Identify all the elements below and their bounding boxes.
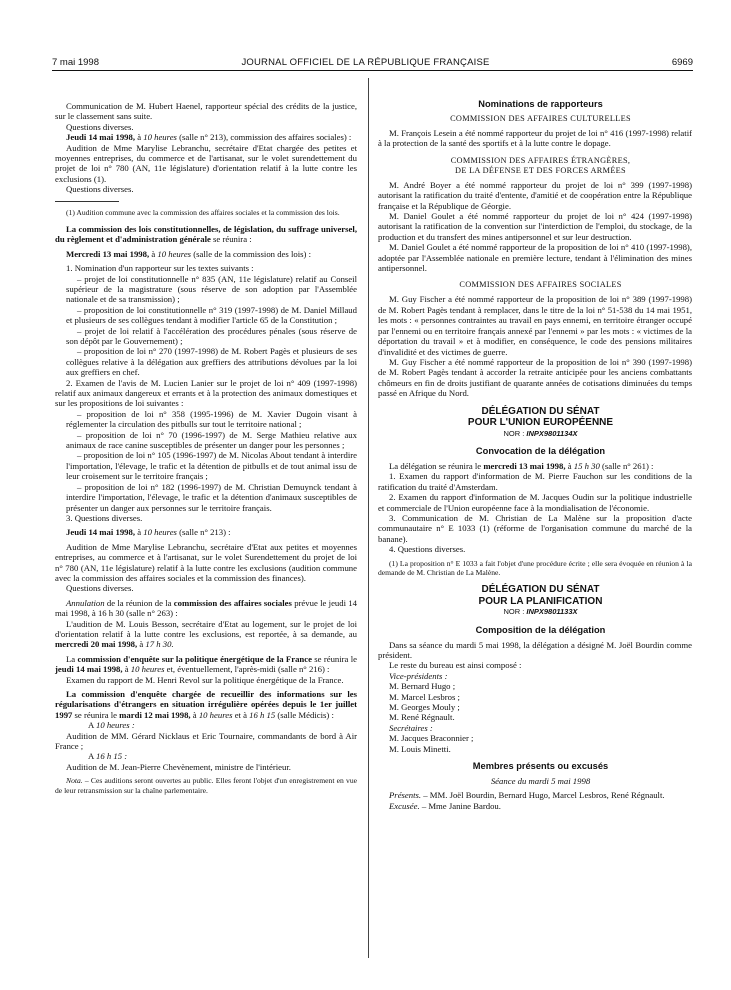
section-heading: Membres présents ou excusés	[472, 761, 609, 772]
section-heading: Nominations de rapporteurs	[478, 99, 603, 109]
header-rule	[52, 70, 693, 71]
header-date: 7 mai 1998	[52, 57, 100, 68]
footnote-rule	[55, 201, 119, 202]
subsection-heading: COMMISSION DES AFFAIRES ÉTRANGÈRES,	[450, 155, 631, 165]
list-item: – proposition de loi n° 70 (1996-1997) de M. Serge Mathieu relative aux animaux de race canine susceptibles de présenter un danger pour les personnes ;	[66, 429, 357, 451]
note: Nota. – Ces auditions seront ouvertes au public. Elles feront l'objet d'un enregistrement en vue de leur retransmission sur la chaîne parlementaire.	[55, 776, 357, 795]
paragraph: Mercredi 13 mai 1998, à 10 heures (salle de la commission des lois) :	[66, 248, 311, 259]
paragraph: Présents. – MM. Joël Bourdin, Bernard Hugo, Marcel Lesbros, René Régnault.	[389, 790, 665, 801]
paragraph: A 10 heures :	[88, 720, 135, 731]
paragraph: M. Guy Fischer a été nommé rapporteur de la proposition de loi n° 390 (1997-1998) de M. Robert Pagès tendant à accorder la retraite anticipée pour les anciens combattants chômeurs en fin de droits justifiant de quarante années de cotisations diminuées du temps passé en Afrique du Nord.	[378, 356, 692, 399]
paragraph: La commission d'enquête chargée de recueillir des informations sur les régularisations d'étrangers en situation irrégulière opérées depuis le 1er juillet 1997 se réunira le mardi 12 mai 1998, à 10 heures et à 16 h 15 (salle Médicis) :	[55, 689, 357, 720]
paragraph: Questions diverses.	[66, 583, 134, 594]
left-column	[55, 101, 357, 795]
paragraph: M. André Boyer a été nommé rapporteur du projet de loi n° 399 (1997-1998) autorisant la ratification du traité d'entente, d'amitié et de coopération entre la République française et la République de Géorgie.	[378, 179, 692, 211]
paragraph: M. Daniel Goulet a été nommé rapporteur du projet de loi n° 424 (1997-1998) autorisant la ratification de la convention sur l'interdiction de l'emploi, du stockage, de la production et du transfert des mines antipersonnel et sur leur destruction.	[378, 211, 692, 242]
paragraph: La délégation se réunira le mercredi 13 mai 1998, à 15 h 30 (salle n° 261) :	[389, 460, 654, 471]
delegation-heading: POUR L'UNION EUROPÉENNE	[467, 417, 614, 429]
paragraph: A 16 h 15 :	[88, 751, 128, 762]
list-item: M. Georges Mouly ;	[389, 702, 460, 713]
paragraph: M. Daniel Goulet a été nommé rapporteur de la proposition de loi n° 410 (1997-1998), adoptée par l'Assemblée nationale en première lecture, tendant à l'élimination des mines antipersonnel.	[378, 242, 692, 274]
paragraph: 1. Nomination d'un rapporteur sur les textes suivants :	[66, 263, 254, 274]
paragraph: Questions diverses.	[66, 121, 134, 132]
list-item: – proposition de loi n° 270 (1997-1998) de M. Robert Pagès et plusieurs de ses collègues relative à la délégation aux greffiers des attributions dévolues par la loi aux greffiers en chef.	[66, 346, 357, 378]
delegation-heading: DÉLÉGATION DU SÉNAT	[481, 405, 600, 417]
subsection-heading: COMMISSION DES AFFAIRES SOCIALES	[459, 280, 622, 290]
paragraph: Annulation de la réunion de la commission des affaires sociales prévue le jeudi 14 mai 1998, à 16 h 30 (salle n° 263) :	[55, 597, 357, 619]
list-label: Vice-présidents :	[389, 670, 448, 681]
paragraph: Audition de Mme Marylise Lebranchu, secrétaire d'Etat aux petites et moyennes entreprises, au commerce et à l'artisanat, sur le volet Surendettement du projet de loi n° 780 (AN, 11e législature) relatif à la lutte contre les exclusions (audition commune avec la commission des affaires sociales et la commission des finances).	[55, 541, 357, 583]
paragraph: 4. Questions diverses.	[389, 544, 466, 555]
paragraph: M. Guy Fischer a été nommé rapporteur de la proposition de loi n° 389 (1997-1998) de M. Robert Pagès tendant à remplacer, dans le titre de la loi n° 51-538 du 14 mai 1951, les mots : « personnes contraintes au travail en pays ennemi, en territoire étranger occupé par l'ennemi ou en territoire français annexé par l'ennemi » par les mots : « victimes de la déportation du travail » et à modifier, en conséquence, le code des pensions militaires d'invalidité et des victimes de guerre.	[378, 294, 692, 357]
section-heading: Convocation de la délégation	[475, 445, 606, 456]
paragraph: M. François Lesein a été nommé rapporteur du projet de loi n° 416 (1997-1998) relatif à la protection de la santé des sportifs et à la lutte contre le dopage.	[378, 128, 692, 149]
list-item: – proposition de loi constitutionnelle n° 319 (1997-1998) de M. Daniel Millaud et plusieurs de ses collègues tendant à modifier l'article 65 de la Constitution ;	[66, 304, 357, 326]
list-item: M. Marcel Lesbros ;	[389, 691, 460, 702]
paragraph: 1. Examen du rapport d'information de M. Pierre Fauchon sur les conditions de la ratification du traité d'Amsterdam.	[378, 471, 692, 492]
subsection-heading: COMMISSION DES AFFAIRES CULTURELLES	[450, 114, 631, 123]
list-item: – proposition de loi n° 105 (1996-1997) de M. Nicolas About tendant à interdire l'importation, l'élevage, le trafic et la détention de pitbulls et de tout animal issu de leur croisement sur le territoire français ;	[66, 450, 357, 482]
paragraph: Audition de Mme Marylise Lebranchu, secrétaire d'Etat chargée des petites et moyennes entreprises, du commerce et de l'artisanat, sur le volet surendettement du projet de loi n° 780 (AN, 11e législature) d'orientation relatif à la lutte contre les exclusions (1).	[55, 142, 357, 184]
list-item: – projet de loi constitutionnelle n° 835 (AN, 11e législature) relatif au Conseil supérieur de la magistrature (sous réserve de son adoption par l'Assemblée nationale et de sa transmission) ;	[66, 273, 357, 305]
list-item: – proposition de loi n° 358 (1995-1996) de M. Xavier Dugoin visant à réglementer la circulation des pitbulls sur tout le territoire national ;	[66, 408, 357, 430]
paragraph: Dans sa séance du mardi 5 mai 1998, la délégation a désigné M. Joël Bourdin comme président.	[378, 639, 692, 660]
paragraph: Communication de M. Hubert Haenel, rapporteur spécial des crédits de la justice, sur le classement sans suite.	[55, 101, 357, 122]
list-item: M. Jacques Braconnier ;	[389, 733, 474, 744]
header-title: JOURNAL OFFICIEL DE LA RÉPUBLIQUE FRANÇAISE	[241, 57, 490, 68]
list-item: M. Bernard Hugo ;	[389, 681, 456, 692]
nor-reference: NOR : INPX9801134X	[503, 428, 578, 438]
list-item: M. Louis Minetti.	[389, 743, 451, 754]
delegation-heading: POUR LA PLANIFICATION	[478, 595, 603, 607]
list-item: – projet de loi relatif à l'accélération des procédures pénales (sous réserve de son dépôt par le Gouvernement) ;	[66, 325, 357, 347]
list-item: – proposition de loi n° 182 (1996-1997) de M. Christian Demuynck tendant à interdire l'importation, l'élevage, le trafic et la détention d'animaux susceptibles de présenter un danger aux personnes sur le territoire français.	[66, 481, 357, 513]
right-column	[378, 99, 692, 811]
paragraph: Questions diverses.	[66, 184, 134, 195]
paragraph: La commission d'enquête sur la politique énergétique de la France se réunira le jeudi 14 mai 1998, à 10 heures et, éventuellement, l'après-midi (salle n° 216) :	[55, 653, 357, 675]
paragraph: Examen du rapport de M. Henri Revol sur la politique énergétique de la France.	[66, 674, 344, 685]
paragraph: 3. Questions diverses.	[66, 512, 143, 523]
header-page-number: 6969	[671, 57, 693, 68]
session-date: Séance du mardi 5 mai 1998	[490, 776, 591, 787]
section-heading: Composition de la délégation	[475, 624, 606, 635]
paragraph: Excusée. – Mme Janine Bardou.	[389, 800, 501, 811]
paragraph: Le reste du bureau est ainsi composé :	[389, 660, 522, 671]
paragraph: 2. Examen du rapport d'information de M. Jacques Oudin sur la politique industrielle et commerciale de l'Union européenne face à la mondialisation de l'économie.	[378, 492, 692, 513]
nor-reference: NOR : INPX9801133X	[503, 607, 578, 617]
paragraph: Jeudi 14 mai 1998, à 10 heures (salle n° 213) :	[66, 527, 231, 538]
paragraph: 3. Communication de M. Christian de La Malène sur la proposition d'acte communautaire n° E 1033 (1) (réforme de l'organisation commune du marché de la banane).	[378, 512, 692, 544]
paragraph: L'audition de M. Louis Besson, secrétaire d'Etat au logement, sur le projet de loi d'orientation relatif à la lutte contre les exclusions, est reportée, à sa demande, au mercredi 20 mai 1998, à 17 h 30.	[55, 618, 357, 650]
paragraph: Audition de MM. Gérard Nicklaus et Eric Tournaire, commandants de bord à Air France ;	[55, 730, 357, 752]
column-divider	[368, 78, 369, 958]
paragraph: Audition de M. Jean-Pierre Chevènement, ministre de l'intérieur.	[66, 761, 291, 772]
page-header	[0, 0, 731, 68]
paragraph: La commission des lois constitutionnelles, de législation, du suffrage universel, du règlement et d'administration générale se réunira :	[55, 223, 357, 245]
paragraph: Jeudi 14 mai 1998, à 10 heures (salle n° 213), commission des affaires sociales) :	[66, 132, 352, 143]
delegation-heading: DÉLÉGATION DU SÉNAT	[481, 584, 600, 596]
footnote: (1) Audition commune avec la commission des affaires sociales et la commission des lois.	[66, 207, 340, 217]
list-label: Secrétaires :	[389, 722, 433, 733]
list-item: M. René Régnault.	[389, 712, 455, 723]
paragraph: 2. Examen de l'avis de M. Lucien Lanier sur le projet de loi n° 409 (1997-1998) relatif aux animaux dangereux et errants et à la protection des animaux domestiques et sur les propositions de loi suivantes :	[55, 377, 357, 409]
footnote: (1) La proposition n° E 1033 a fait l'objet d'une procédure écrite ; elle sera évoquée en réunion à la demande de M. Christian de La Malène.	[378, 558, 692, 577]
subsection-heading: DE LA DÉFENSE ET DES FORCES ARMÉES	[455, 165, 626, 175]
